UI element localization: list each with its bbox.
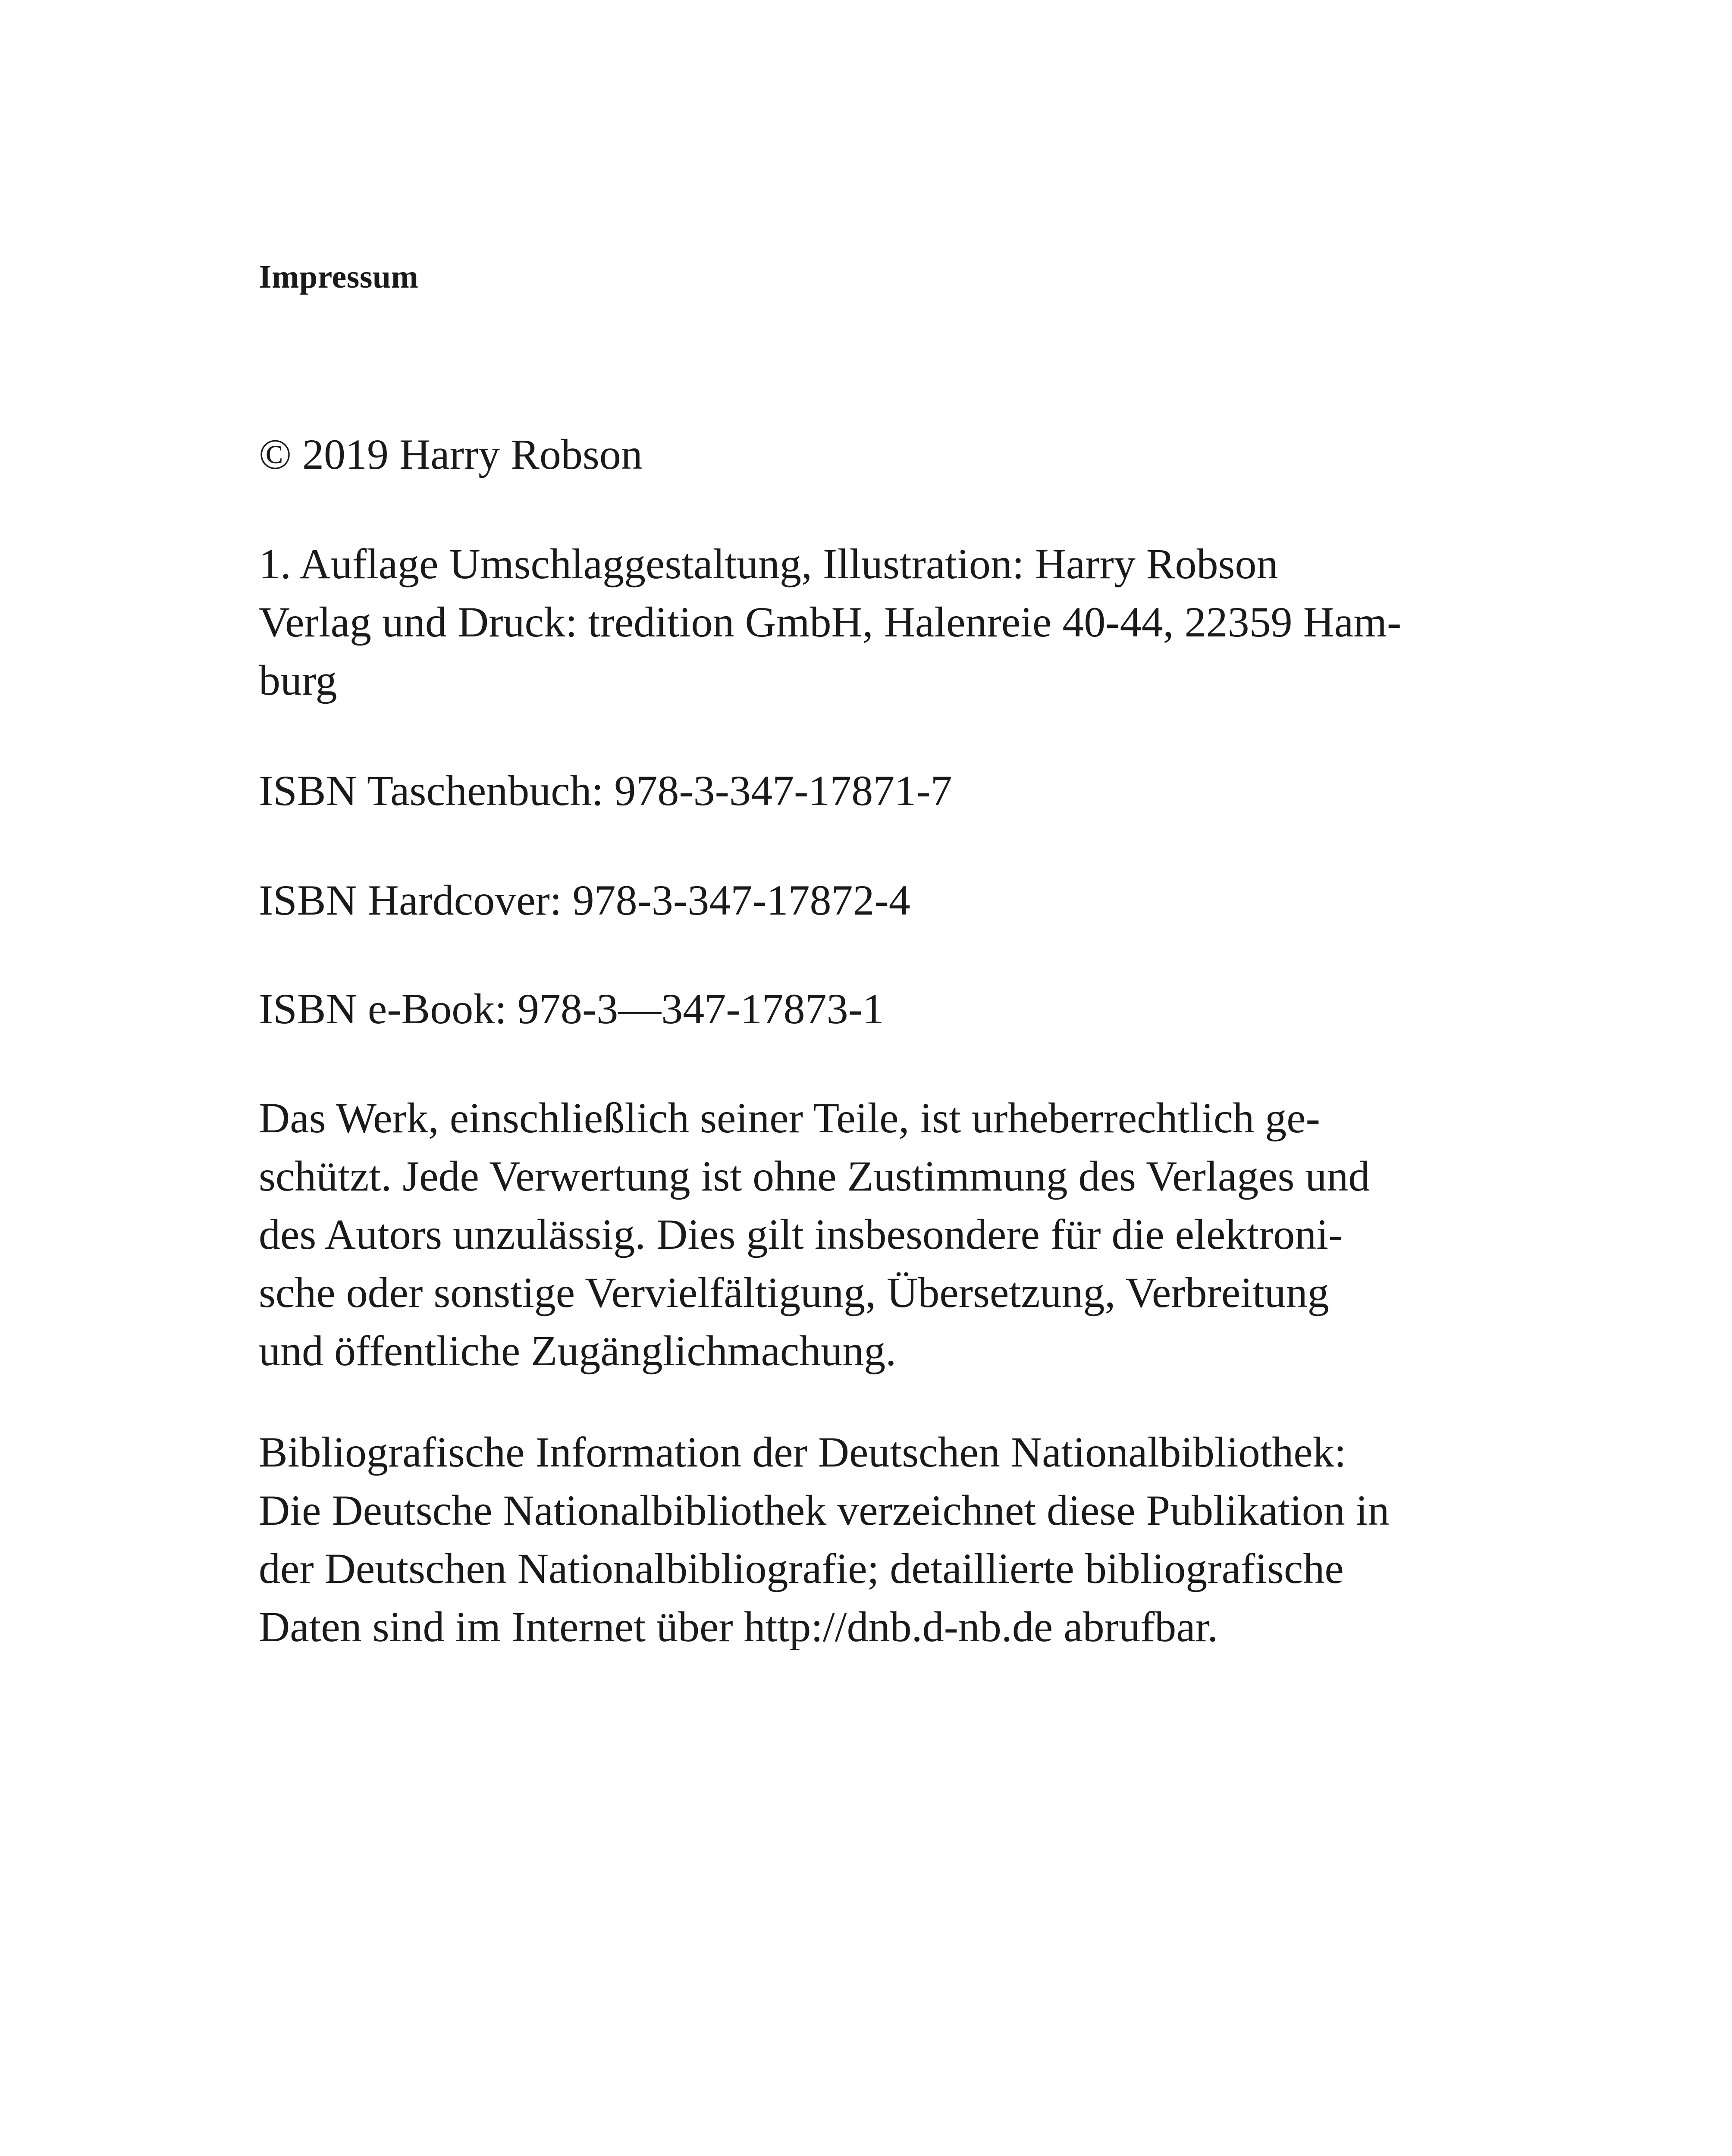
page-heading: Impressum	[259, 259, 419, 295]
rights-line: Das Werk, einschließlich seiner Teile, ist urheberrechtlich ge-	[259, 1094, 1320, 1142]
copyright-notice	[259, 425, 1423, 483]
publisher-line-continued: burg	[259, 656, 337, 704]
rights-line: und öffentliche Zugänglichmachung.	[259, 1327, 897, 1375]
isbn-hardcover-line: ISBN Hardcover: 978-3-347-17872-4	[259, 876, 910, 924]
edition-publisher-info	[259, 535, 1423, 709]
edition-line: 1. Auflage Umschlaggestaltung, Illustration: Harry Robson	[259, 540, 1278, 588]
rights-line: des Autors unzulässig. Dies gilt insbesondere für die elektroni-	[259, 1210, 1343, 1258]
copyright-line: © 2019 Harry Robson	[259, 430, 643, 478]
bibliography-line: Die Deutsche Nationalbibliothek verzeichnet diese Publikation in	[259, 1486, 1390, 1534]
publisher-line: Verlag und Druck: tredition GmbH, Halenreie 40-44, 22359 Ham-	[259, 598, 1402, 646]
bibliography-line: der Deutschen Nationalbibliografie; detaillierte bibliografische	[259, 1545, 1344, 1592]
copyright-rights-paragraph	[259, 1089, 1423, 1380]
bibliographic-information-paragraph	[259, 1423, 1423, 1656]
isbn-hardcover	[259, 871, 1423, 929]
isbn-ebook-line: ISBN e-Book: 978-3—347-17873-1	[259, 985, 884, 1033]
isbn-ebook	[259, 980, 1423, 1038]
bibliography-line: Daten sind im Internet über http://dnb.d-nb.de abrufbar.	[259, 1603, 1218, 1651]
isbn-paperback	[259, 761, 1423, 820]
bibliography-line: Bibliografische Information der Deutschen Nationalbibliothek:	[259, 1428, 1346, 1476]
rights-line: schützt. Jede Verwertung ist ohne Zustimmung des Verlages und	[259, 1152, 1370, 1200]
isbn-paperback-line: ISBN Taschenbuch: 978-3-347-17871-7	[259, 767, 952, 815]
rights-line: sche oder sonstige Vervielfältigung, Übersetzung, Verbreitung	[259, 1269, 1329, 1316]
